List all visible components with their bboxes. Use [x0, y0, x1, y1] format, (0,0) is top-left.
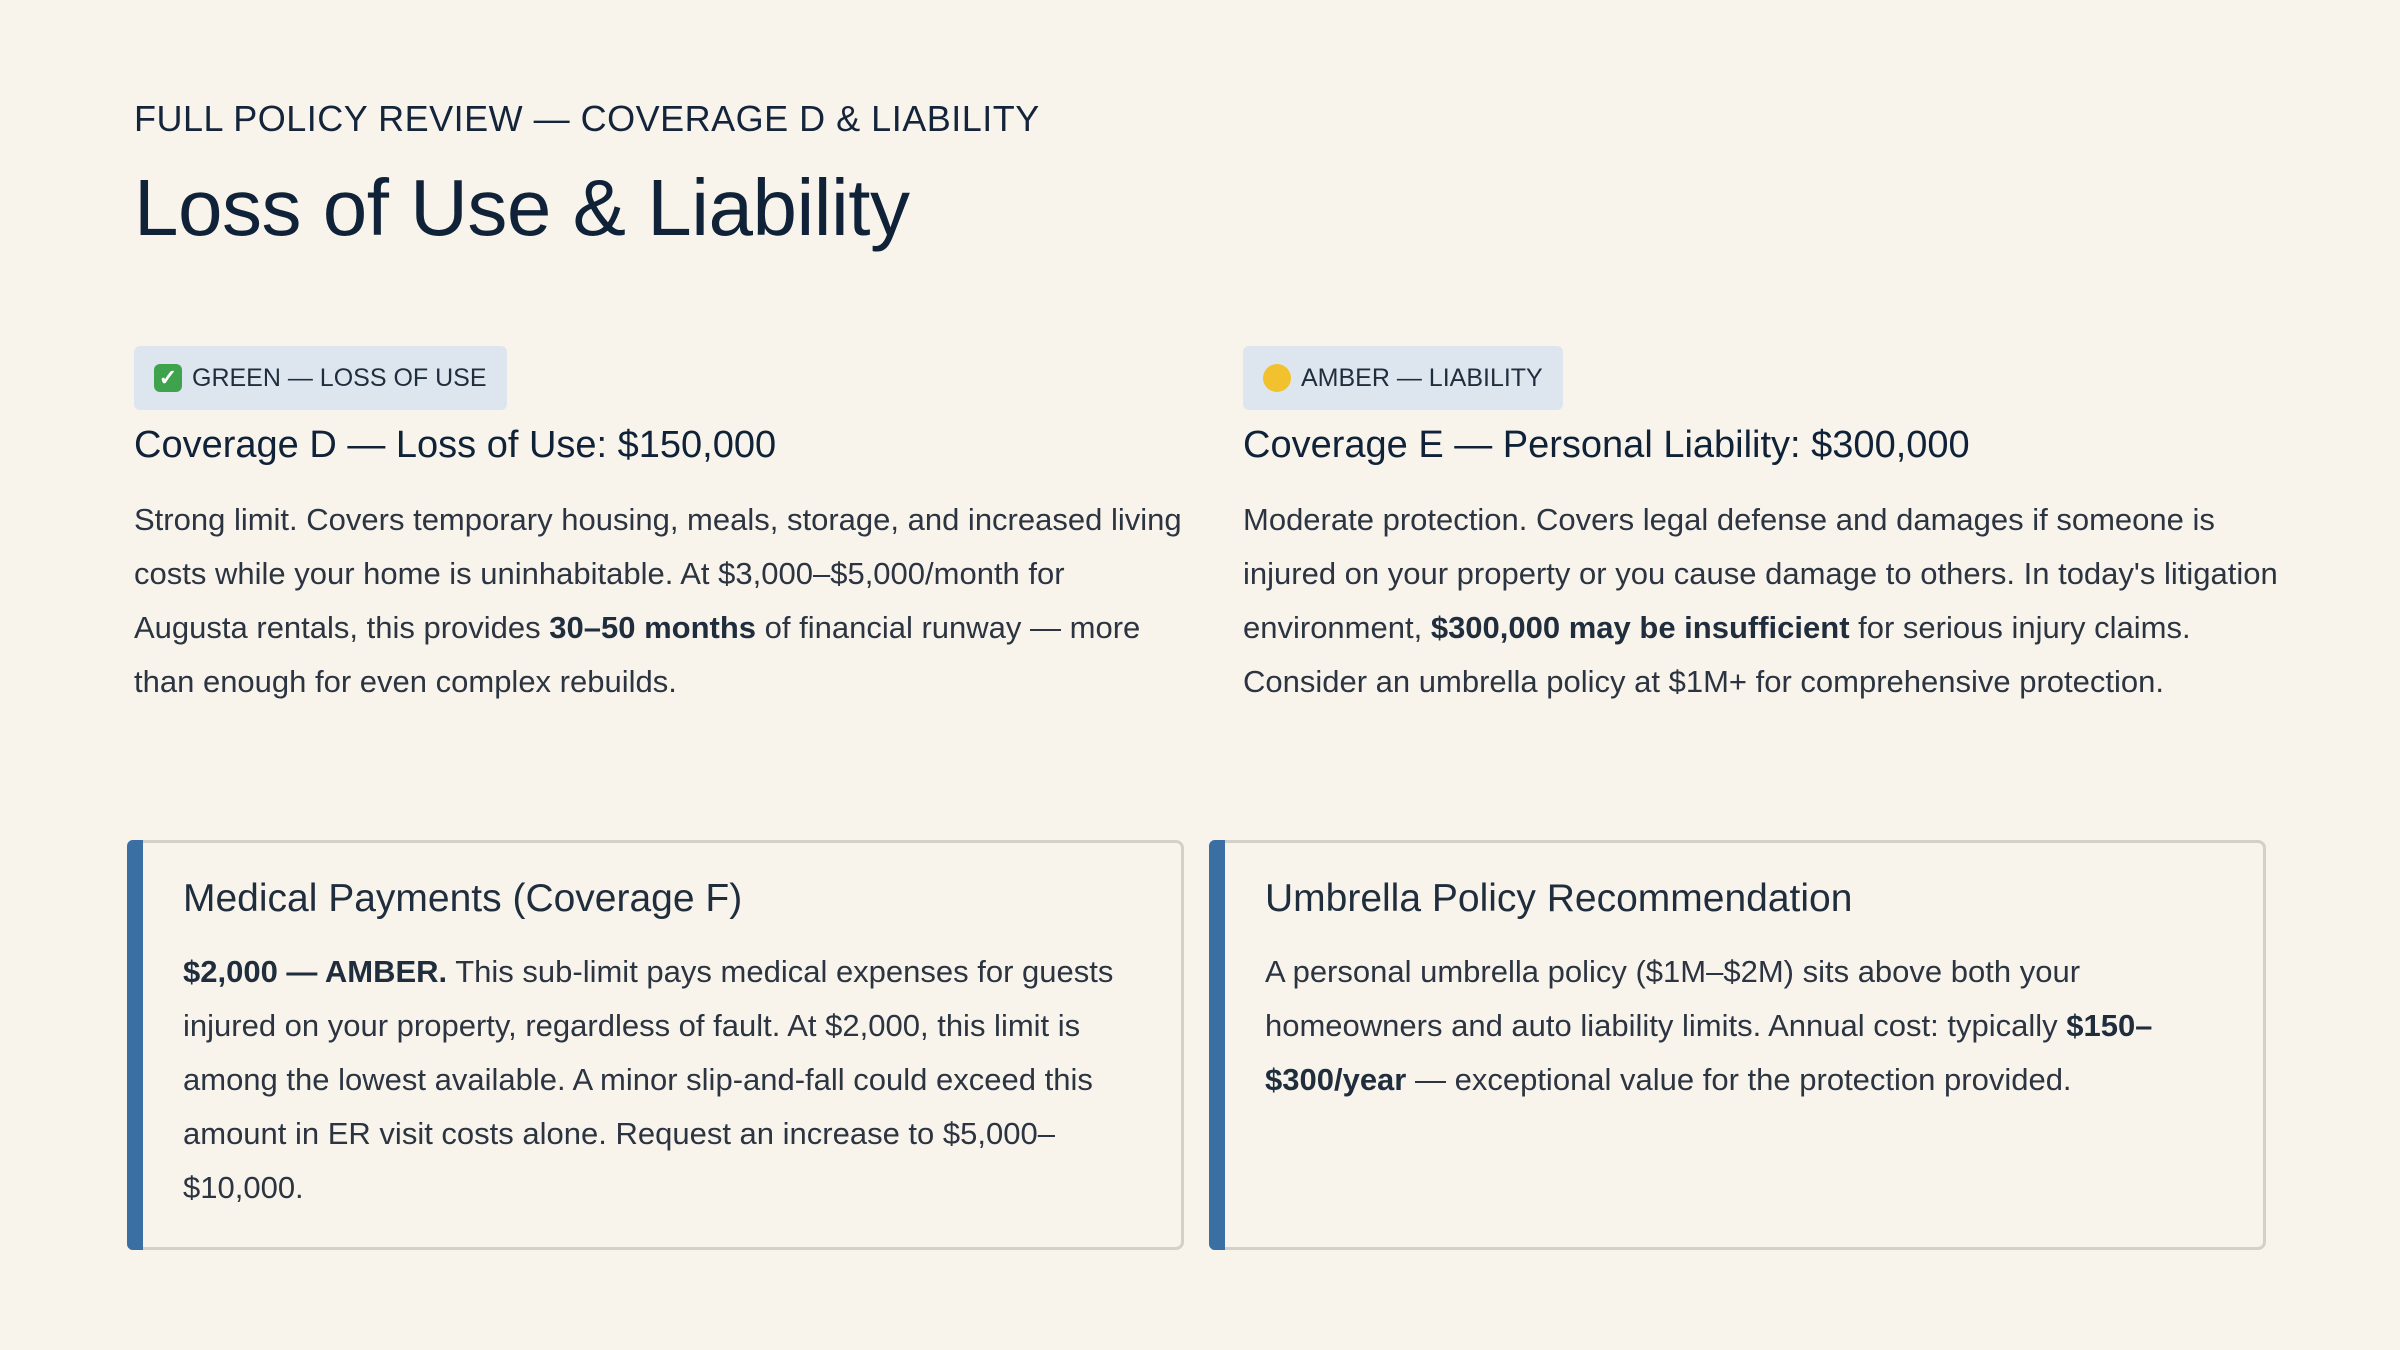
description-text: Moderate protection. Covers legal defense and damages if someone is injured on your property or you cause damage to others. In today's litigation environment, — [1243, 502, 2278, 645]
umbrella-policy-card — [1212, 840, 2266, 1250]
status-badge-amber — [1243, 346, 1563, 410]
description-text: Strong limit. Covers temporary housing, meals, storage, and increased living costs while your home is uninhabitable. At $3,000–$5,000/month for Augusta rentals, this provides — [134, 502, 1182, 645]
description-text: of financial runway — more than enough for even complex rebuilds. — [134, 610, 1141, 699]
coverage-e-heading: Coverage E — Personal Liability: $300,000 — [1243, 424, 1970, 466]
page-title: Loss of Use & Liability — [134, 163, 910, 252]
coverage-d-description — [134, 493, 1184, 709]
circle-icon — [1263, 364, 1291, 392]
card-title: Umbrella Policy Recommendation — [1265, 877, 1853, 920]
description-highlight: $300,000 may be insufficient — [1430, 610, 1850, 645]
medical-payments-card — [130, 840, 1184, 1250]
card-highlight: $2,000 — AMBER. — [183, 954, 448, 989]
card-text — [1265, 945, 2223, 1107]
coverage-d-heading: Coverage D — Loss of Use: $150,000 — [134, 424, 777, 466]
card-body: — exceptional value for the protection provided. — [1406, 1062, 2072, 1097]
description-highlight: 30–50 months — [549, 610, 757, 645]
card-text — [183, 945, 1141, 1215]
description-text: for serious injury claims. Consider an umbrella policy at $1M+ for comprehensive protection. — [1243, 610, 2191, 699]
coverage-e-description — [1243, 493, 2293, 709]
liability-section — [1243, 346, 2293, 709]
page-eyebrow: FULL POLICY REVIEW — COVERAGE D & LIABILITY — [134, 98, 1040, 139]
badge-label: AMBER — LIABILITY — [1301, 363, 1543, 392]
check-icon: ✓ — [154, 364, 182, 392]
card-highlight: $150–$300/year — [1265, 1008, 2153, 1097]
card-body: This sub-limit pays medical expenses for guests injured on your property, regardless of fault. At $2,000, this limit is among the lowest available. A minor slip-and-fall could exceed this amount in ER visit costs alone. Request an increase to $5,000–$10,000. — [183, 954, 1114, 1205]
card-title: Medical Payments (Coverage F) — [183, 877, 743, 920]
status-badge-green — [134, 346, 507, 410]
loss-of-use-section — [134, 346, 1184, 709]
badge-label: GREEN — LOSS OF USE — [192, 363, 487, 392]
card-body: A personal umbrella policy ($1M–$2M) sits above both your homeowners and auto liability limits. Annual cost: typically — [1265, 954, 2081, 1043]
